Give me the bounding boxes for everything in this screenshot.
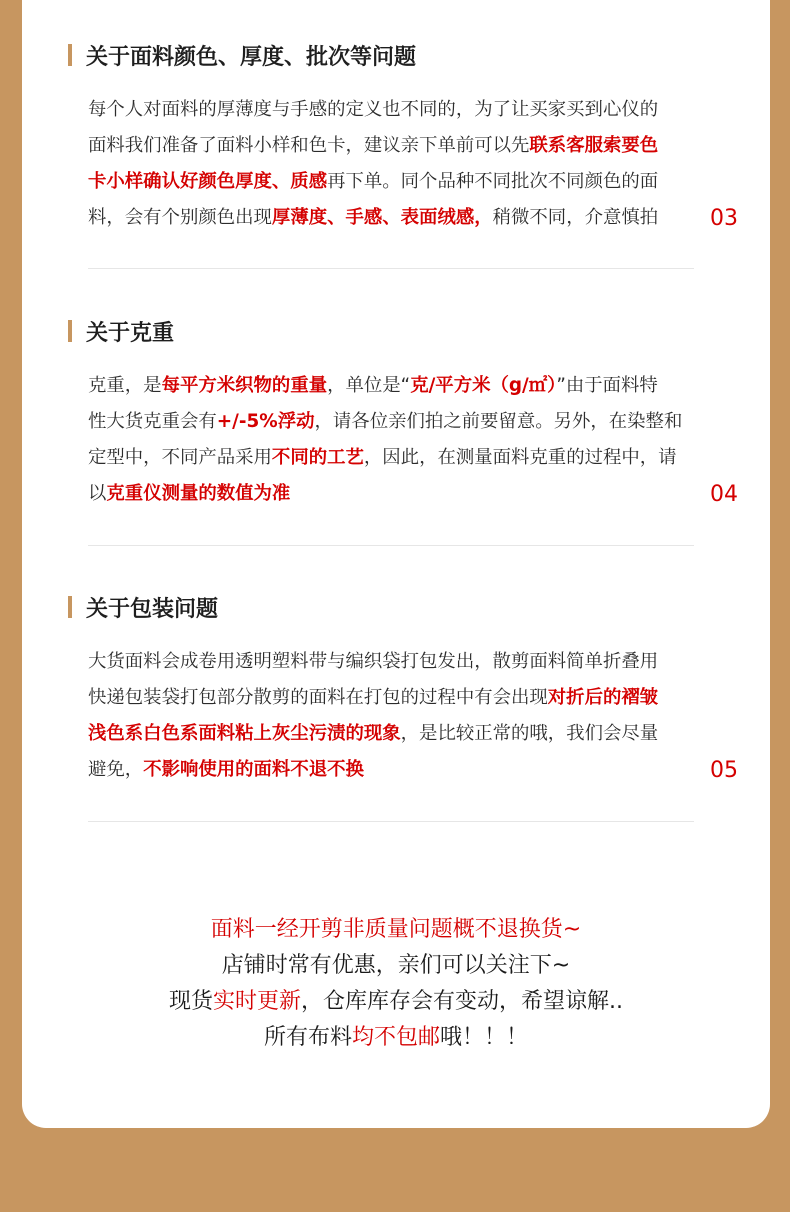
text-span: 避免， <box>88 759 144 780</box>
notice-line <box>22 984 770 1020</box>
notice-text: 现货 <box>168 989 213 1014</box>
highlight-text: +/-5%浮动 <box>216 411 315 432</box>
section-number: 04 <box>710 482 738 507</box>
text-span: 以 <box>88 483 107 504</box>
text-span: ，是比较正常的哦，我们会尽量 <box>400 723 659 744</box>
body-line <box>88 716 700 752</box>
text-span: 再下单。同个品种不同批次不同颜色的面 <box>327 171 659 192</box>
text-span: ，因此，在测量面料克重的过程中，请 <box>363 447 677 468</box>
section-divider <box>88 821 694 822</box>
highlight-text: 克/平方米（g/㎡） <box>410 375 557 396</box>
section-title: 关于面料颜色、厚度、批次等问题 <box>86 44 417 70</box>
highlight-text: 克重仪测量的数值为准 <box>106 483 291 504</box>
body-line <box>88 752 700 788</box>
notice-red-text: 实时更新 <box>213 989 302 1014</box>
section-body <box>88 644 700 788</box>
text-span: ”由于面料特 <box>556 375 658 396</box>
highlight-text: 卡小样确认好颜色厚度、质感 <box>88 171 328 192</box>
notice-text: 哦！！！ <box>440 1025 529 1050</box>
body-line <box>88 368 700 404</box>
section-body <box>88 92 700 236</box>
body-line <box>88 476 700 512</box>
text-span: 性大货克重会有 <box>88 411 217 432</box>
highlight-text: 厚薄度、手感、表面绒感， <box>271 207 493 228</box>
body-line <box>88 200 700 236</box>
body-line <box>88 440 700 476</box>
notice-red-text: 面料一经开剪非质量问题概不退换货~ <box>210 917 582 942</box>
text-span: 每个人对面料的厚薄度与手感的定义也不同的，为了让买家买到心仪的 <box>88 99 659 120</box>
notice-line <box>22 1020 770 1056</box>
section-heading <box>68 316 174 346</box>
text-span: 大货面料会成卷用透明塑料带与编织袋打包发出，散剪面料简单折叠用 <box>88 651 659 672</box>
accent-bar <box>68 320 72 342</box>
text-span: 快递包装袋打包部分散剪的面料在打包的过程中有会出现 <box>88 687 548 708</box>
body-line <box>88 128 700 164</box>
section-heading <box>68 40 416 70</box>
section-body <box>88 368 700 512</box>
body-line <box>88 404 700 440</box>
highlight-text: 每平方米织物的重量 <box>161 375 328 396</box>
section-heading <box>68 592 218 622</box>
section-title: 关于克重 <box>86 320 175 346</box>
store-notice <box>22 912 770 1056</box>
text-span: 料，会有个别颜色出现 <box>88 207 272 228</box>
text-span: 稍微不同，介意慎拍 <box>492 207 659 228</box>
accent-bar <box>68 44 72 66</box>
body-line <box>88 644 700 680</box>
notice-text: ，仓库库存会有变动，希望谅解.. <box>301 989 624 1014</box>
content-card <box>22 0 770 1128</box>
section-divider <box>88 268 694 269</box>
notice-text: 店铺时常有优惠，亲们可以关注下~ <box>221 953 571 978</box>
section-title: 关于包装问题 <box>86 596 219 622</box>
section-number: 03 <box>710 206 738 231</box>
body-line <box>88 92 700 128</box>
highlight-text: 不影响使用的面料不退不换 <box>143 759 364 780</box>
text-span: 克重，是 <box>88 375 162 396</box>
text-span: ，单位是“ <box>327 375 411 396</box>
text-span: 面料我们准备了面料小样和色卡，建议亲下单前可以先 <box>88 135 530 156</box>
highlight-text: 对折后的褶皱 <box>547 687 659 708</box>
notice-red-text: 均不包邮 <box>351 1025 440 1050</box>
body-line <box>88 164 700 200</box>
highlight-text: 不同的工艺 <box>271 447 364 468</box>
notice-line <box>22 912 770 948</box>
section-divider <box>88 545 694 546</box>
notice-text: 所有布料 <box>263 1025 352 1050</box>
highlight-text: 联系客服索要色 <box>529 135 659 156</box>
text-span: 定型中，不同产品采用 <box>88 447 272 468</box>
body-line <box>88 680 700 716</box>
text-span: ，请各位亲们拍之前要留意。另外，在染整和 <box>314 411 683 432</box>
highlight-text: 浅色系白色系面料粘上灰尘污渍的现象 <box>88 723 401 744</box>
section-number: 05 <box>710 758 738 783</box>
notice-line <box>22 948 770 984</box>
accent-bar <box>68 596 72 618</box>
